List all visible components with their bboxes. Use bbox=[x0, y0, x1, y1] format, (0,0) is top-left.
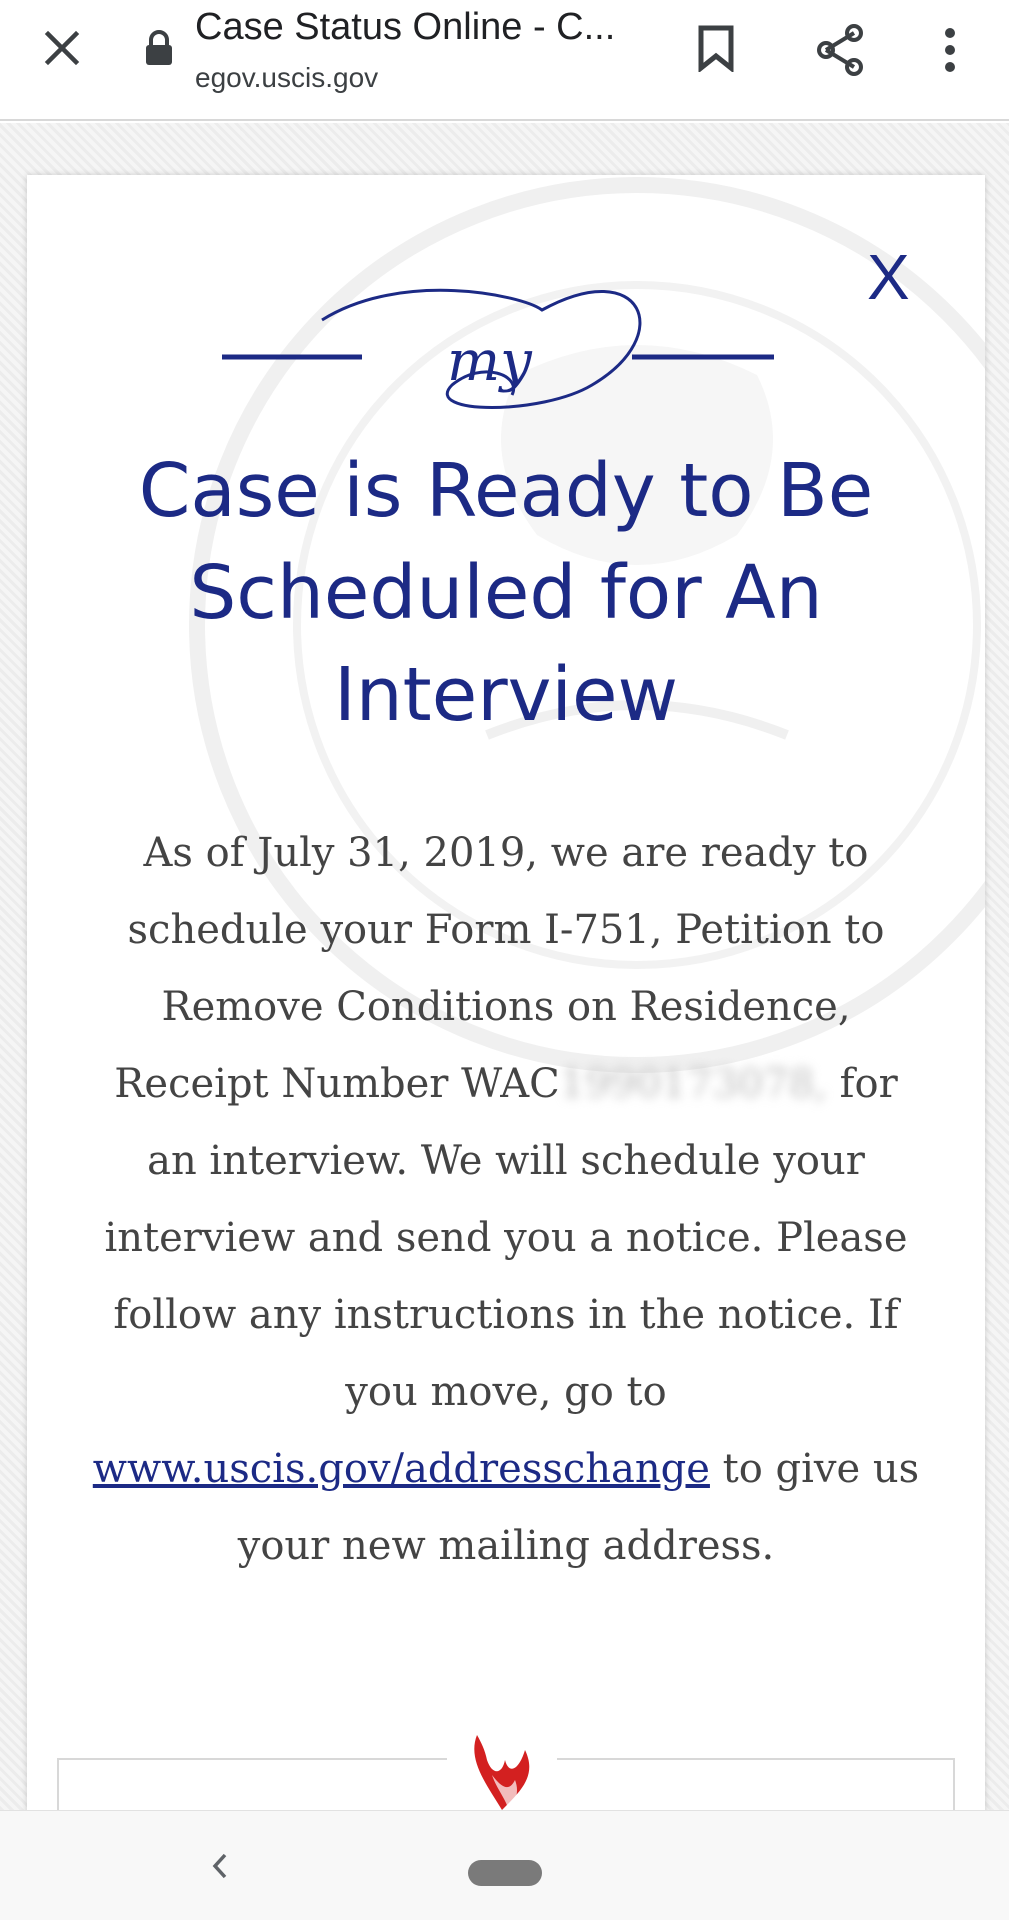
address-change-link[interactable]: www.uscis.gov/addresschange bbox=[92, 1446, 710, 1492]
modal-close-button[interactable]: X bbox=[867, 241, 910, 313]
page-title[interactable]: Case Status Online - C... bbox=[195, 6, 616, 48]
share-icon bbox=[814, 23, 866, 77]
close-tab-button[interactable] bbox=[36, 22, 88, 74]
case-status-title: Case is Ready to Be Scheduled for An Interview bbox=[138, 448, 874, 738]
close-icon bbox=[42, 28, 82, 68]
back-button[interactable] bbox=[200, 1841, 240, 1891]
bookmark-icon bbox=[696, 24, 736, 72]
system-navigation-bar bbox=[0, 1810, 1009, 1920]
more-vert-icon bbox=[942, 26, 958, 74]
message-part-3: to give us your new mailing address. bbox=[237, 1446, 920, 1569]
lock-icon bbox=[143, 30, 175, 66]
home-pill[interactable] bbox=[468, 1860, 542, 1886]
my-uscis-logo bbox=[222, 275, 822, 435]
logo-text: my bbox=[447, 329, 532, 394]
case-status-modal bbox=[27, 175, 985, 1825]
redacted-receipt-number: 1990173078, bbox=[559, 1061, 827, 1107]
message-part-2: for an interview. We will schedule your interview and send you a notice. Please follow any instructions in the notice. If you move, go to bbox=[104, 1061, 908, 1415]
more-options-button[interactable] bbox=[924, 22, 976, 78]
message-part-1: As of July 31, 2019, we are ready to schedule your Form I-751, Petition to Remove Conditions on Residence, Receipt Number WAC bbox=[114, 830, 885, 1107]
url-text[interactable]: egov.uscis.gov bbox=[195, 62, 379, 93]
torch-flame-icon bbox=[447, 1730, 557, 1820]
share-button[interactable] bbox=[812, 22, 868, 78]
case-status-message bbox=[87, 815, 925, 1585]
browser-toolbar bbox=[0, 0, 1009, 121]
bookmark-button[interactable] bbox=[690, 22, 742, 74]
back-icon bbox=[210, 1851, 230, 1881]
